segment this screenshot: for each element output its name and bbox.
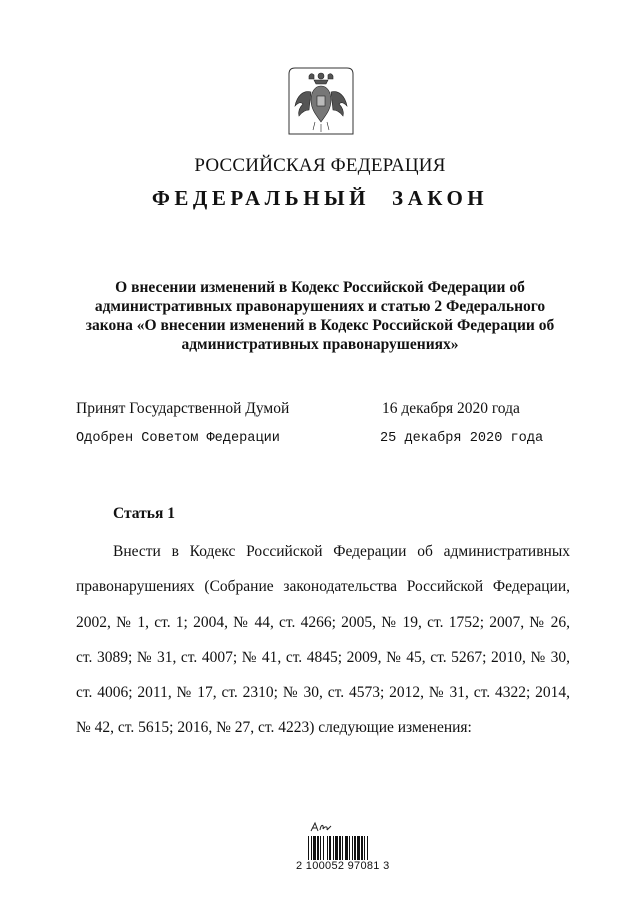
barcode-bar	[327, 836, 328, 860]
barcode	[308, 836, 394, 860]
council-approval-label: Одобрен Советом Федерации	[76, 431, 280, 446]
article-body	[76, 534, 570, 746]
article-body-line: ст. 3089; № 31, ст. 4007; № 41, ст. 4845; 2009, № 45, ст. 5267; 2010, № 30,	[76, 648, 570, 666]
barcode-bar	[364, 836, 365, 860]
law-title	[70, 278, 570, 354]
article-heading: Статья 1	[113, 505, 175, 522]
barcode-bar	[311, 836, 312, 860]
duma-adoption-date: 16 декабря 2020 года	[382, 400, 520, 417]
document-type	[0, 186, 640, 211]
coat-of-arms-icon	[287, 66, 355, 136]
duma-adoption-row	[76, 400, 576, 420]
article-body-line: № 42, ст. 5615; 2016, № 27, ст. 4223) следующие изменения:	[76, 719, 472, 737]
barcode-bar	[339, 836, 341, 860]
barcode-number: 2 100052 97081 3	[296, 860, 390, 872]
barcode-bar	[333, 836, 334, 860]
council-approval-date: 25 декабря 2020 года	[380, 431, 544, 446]
barcode-bar	[342, 836, 343, 860]
barcode-bar	[357, 836, 360, 860]
article-body-line: ст. 4006; 2011, № 17, ст. 2310; № 30, ст. 4573; 2012, № 31, ст. 4322; 2014,	[76, 684, 570, 702]
barcode-bar	[329, 836, 331, 860]
country-name: РОССИЙСКАЯ ФЕДЕРАЦИЯ	[194, 155, 446, 176]
barcode-bar	[317, 836, 319, 860]
law-title-line: административных правонарушениях и статью 2 Федерального	[94, 298, 546, 315]
duma-adoption-label: Принят Государственной Думой	[76, 400, 290, 417]
barcode-bar	[349, 836, 350, 860]
barcode-bar	[354, 836, 356, 860]
barcode-bar	[361, 836, 363, 860]
article-body-line: правонарушениях (Собрание законодательства Российской Федерации,	[76, 578, 570, 596]
law-title-line: О внесении изменений в Кодекс Российской Федерации об	[115, 279, 525, 296]
barcode-bar	[335, 836, 338, 860]
document-type-word-2: ЗАКОН	[392, 186, 489, 210]
council-approval-row	[76, 431, 576, 451]
barcode-bar	[367, 836, 368, 860]
barcode-bar	[323, 836, 324, 860]
document-type-word-1: ФЕДЕРАЛЬНЫЙ	[151, 186, 370, 210]
barcode-bar	[313, 836, 316, 860]
law-title-line: административных правонарушениях»	[181, 336, 459, 353]
article-body-line: 2002, № 1, ст. 1; 2004, № 44, ст. 4266; 2005, № 19, ст. 1752; 2007, № 26,	[76, 613, 570, 631]
barcode-bar	[352, 836, 353, 860]
article-body-line: Внести в Кодекс Российской Федерации об административных	[113, 543, 570, 560]
barcode-bar	[320, 836, 321, 860]
barcode-bar	[345, 836, 348, 860]
initials-signature-icon	[309, 820, 333, 834]
law-title-line: закона «О внесении изменений в Кодекс Российской Федерации об	[85, 317, 555, 334]
barcode-bar	[308, 836, 309, 860]
